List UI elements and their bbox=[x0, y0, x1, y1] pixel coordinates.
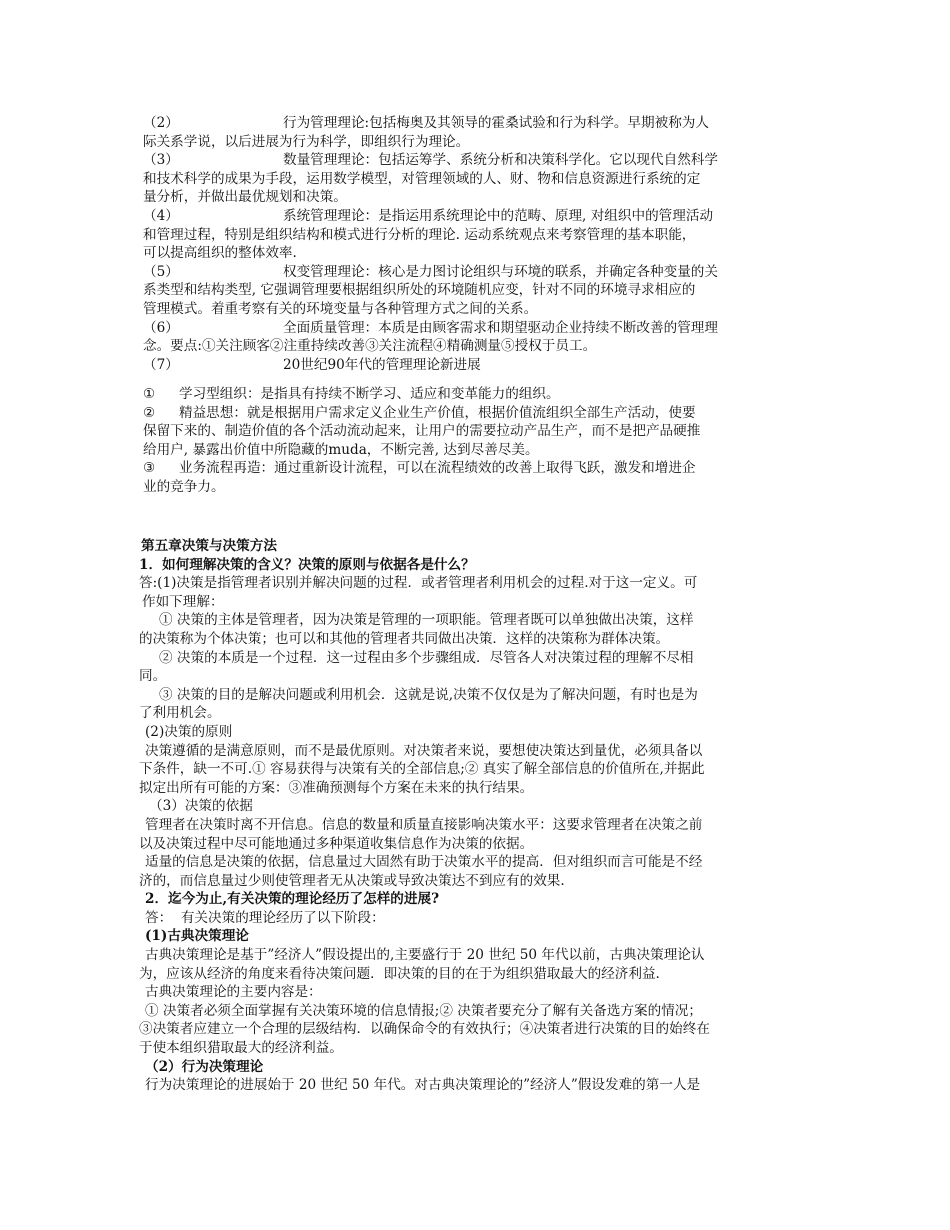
trend-text: 业的竞争力。 bbox=[143, 478, 225, 495]
basis-line-2: 以及决策过程中尽可能地通过多种渠道收集信息作为决策的依据。 bbox=[139, 835, 534, 852]
trend-marker: ③ bbox=[143, 460, 156, 477]
answer-1-line-1: 答:(1)决策是指管理者识别并解决问题的过程．或者管理者利用机会的过程.对于这一定义。可 bbox=[139, 575, 698, 592]
point-1-line-2: 的决策称为个体决策；也可以和其他的管理者共同做出决策．这样的决策称为群体决策。 bbox=[139, 630, 670, 647]
theory-4-line bbox=[143, 244, 808, 263]
point-3-line-2: 了利用机会。 bbox=[139, 705, 221, 722]
info-line-2: 济的，而信息量过少则使管理者无从决策或导致决策达不到应有的效果. bbox=[139, 872, 565, 889]
classical-line-1: 古典决策理论是基于”经济人”假设提出的,主要盛行于 20 世纪 50 年代以前，古典决策理论认 bbox=[145, 947, 705, 964]
theory-list bbox=[143, 114, 808, 374]
classical-content-heading: 古典决策理论的主要内容是： bbox=[145, 984, 322, 1001]
theory-number: （2） bbox=[143, 115, 179, 131]
classical-line-2: 为，应该从经济的角度来看待决策问题．即决策的目的在于为组织猎取最大的经济利益. bbox=[139, 965, 660, 982]
principle-line-2: 下条件，缺一不可.① 容易获得与决策有关的全部信息;② 真实了解全部信息的价值所在,并据此 bbox=[139, 761, 705, 778]
theory-text: 数量管理理论：包括运筹学、系统分析和决策科学化。它以现代自然科学 bbox=[283, 152, 718, 169]
chapter-five bbox=[139, 537, 815, 1095]
theory-2-line bbox=[143, 133, 808, 152]
heading-decision-basis: （3）决策的依据 bbox=[149, 798, 253, 815]
heading-decision-principle: (2)决策的原则 bbox=[145, 723, 233, 740]
basis-line-1: 管理者在决策时离不开信息。信息的数量和质量直接影响决策水平：这要求管理者在决策之前 bbox=[145, 816, 703, 833]
info-line-1: 适量的信息是决策的依据，信息量过大固然有助于决策水平的提高．但对组织而言可能是不经 bbox=[145, 854, 703, 871]
trend-text: 保留下来的、制造价值的各个活动流动起来，让用户的需要拉动产品生产，而不是把产品硬推 bbox=[143, 423, 701, 440]
classical-content-line-3: 于使本组织猎取最大的经济利益。 bbox=[139, 1040, 343, 1057]
trend-2-line bbox=[143, 441, 808, 460]
theory-text: 权变管理理论：核心是力图讨论组织与环境的联系，并确定各种变量的关 bbox=[283, 263, 718, 280]
theory-2-line bbox=[143, 114, 808, 133]
theory-text: 量分析，并做出最优规划和决策。 bbox=[143, 189, 347, 206]
classical-content-line-2: ③决策者应建立一个合理的层级结构．以确保命令的有效执行；④决策者进行决策的目的始终在 bbox=[139, 1021, 710, 1038]
point-1-line-1: ① 决策的主体是管理者，因为决策是管理的一项职能。管理者既可以单独做出决策，这样 bbox=[159, 612, 694, 629]
theory-5-line bbox=[143, 263, 808, 282]
theory-text: 全面质量管理：本质是由顾客需求和期望驱动企业持续不断改善的管理理 bbox=[283, 319, 718, 336]
theory-text: 和管理过程，特别是组织结构和模式进行分析的理论. 运动系统观点来考察管理的基本职能， bbox=[143, 226, 696, 243]
behavioral-line-1: 行为决策理论的进展始于 20 世纪 50 年代。对古典决策理论的”经济人”假设发难的第一人是 bbox=[145, 1077, 701, 1094]
theory-text: 行为管理理论:包括梅奥及其领导的霍桑试验和行为科学。早期被称为人 bbox=[283, 115, 709, 131]
theory-text: 和技术科学的成果为手段，运用数学模型，对管理领域的人、财、物和信息资源进行系统的定 bbox=[143, 170, 701, 187]
theory-text: 念。要点:①关注顾客②注重持续改善③关注流程④精确测量⑤授权于员工。 bbox=[143, 338, 597, 355]
theory-6-line bbox=[143, 337, 808, 356]
theory-number: （6） bbox=[143, 319, 179, 336]
trend-marker: ① bbox=[143, 386, 156, 402]
theory-5-line bbox=[143, 281, 808, 300]
heading-classical-theory: (1)古典决策理论 bbox=[145, 928, 249, 945]
theory-5-line bbox=[143, 300, 808, 319]
theory-text: 系类型和结构类型, 它强调管理要根据组织所处的环境随机应变，针对不同的环境寻求相应的 bbox=[143, 282, 696, 299]
question-1: 1．如何理解决策的含义？决策的原则与依据各是什么？ bbox=[139, 556, 475, 573]
theory-number: （7） bbox=[143, 356, 179, 373]
point-2-line-1: ② 决策的本质是一个过程．这一过程由多个步骤组成．尽管各人对决策过程的理解不尽相 bbox=[159, 649, 694, 666]
trend-text: 业务流程再造：通过重新设计流程，可以在流程绩效的改善上取得飞跃，激发和增进企 bbox=[179, 460, 696, 477]
question-2: 2．迄今为止,有关决策的理论经历了怎样的进展? bbox=[145, 891, 440, 908]
trend-text: 精益思想：就是根据用户需求定义企业生产价值，根据价值流组织全部生产活动，使要 bbox=[179, 404, 696, 421]
theory-number: （5） bbox=[143, 263, 179, 280]
trend-2-line bbox=[143, 404, 808, 423]
point-2-line-2: 同。 bbox=[139, 668, 167, 685]
theory-4-line bbox=[143, 207, 808, 226]
theory-3-line bbox=[143, 188, 808, 207]
classical-content-line-1: ① 决策者必须全面掌握有关决策环境的信息情报;② 决策者要充分了解有关备选方案的情况； bbox=[145, 1002, 702, 1019]
trend-marker: ② bbox=[143, 404, 156, 421]
theory-text: 系统管理理论：是指运用系统理论中的范畴、原理, 对组织中的管理活动 bbox=[283, 207, 714, 224]
theory-number: （4） bbox=[143, 207, 179, 224]
theory-text: 可以提高组织的整体效率. bbox=[143, 245, 297, 262]
trend-3-line bbox=[143, 478, 808, 497]
new-trends-list bbox=[143, 385, 808, 497]
answer-1-line-2: 作如下理解： bbox=[142, 593, 224, 610]
theory-number: （3） bbox=[143, 152, 179, 169]
trend-3-line bbox=[143, 459, 808, 478]
theory-text: 际关系学说，以后进展为行为科学，即组织行为理论。 bbox=[143, 133, 470, 150]
principle-line-3: 拟定出所有可能的方案：③准确预测每个方案在未来的执行结果。 bbox=[139, 779, 534, 796]
chapter-title: 第五章决策与决策方法 bbox=[141, 538, 277, 554]
trend-text: 学习型组织：是指具有持续不断学习、适应和变革能力的组织。 bbox=[179, 386, 560, 402]
theory-6-line bbox=[143, 319, 808, 338]
theory-3-line bbox=[143, 170, 808, 189]
point-3-line-1: ③ 决策的目的是解决问题或利用机会．这就是说,决策不仅仅是为了解决问题，有时也是为 bbox=[159, 686, 698, 703]
heading-behavioral-theory: （2）行为决策理论 bbox=[145, 1058, 264, 1075]
answer-2: 答： 有关决策的理论经历了以下阶段： bbox=[145, 909, 385, 926]
theory-7-line bbox=[143, 356, 808, 375]
theory-4-line bbox=[143, 226, 808, 245]
principle-line-1: 决策遵循的是满意原则，而不是最优原则。对决策者来说，要想使决策达到量优，必须具备以 bbox=[145, 742, 703, 759]
theory-text: 20世纪90年代的管理理论新进展 bbox=[283, 356, 481, 373]
theory-3-line bbox=[143, 151, 808, 170]
trend-1-line bbox=[143, 385, 808, 404]
theory-text: 管理模式。着重考察有关的环境变量与各种管理方式之间的关系。 bbox=[143, 300, 538, 317]
trend-text: 给用户, 暴露出价值中所隐藏的muda，不断完善, 达到尽善尽美。 bbox=[143, 441, 539, 458]
trend-2-line bbox=[143, 422, 808, 441]
